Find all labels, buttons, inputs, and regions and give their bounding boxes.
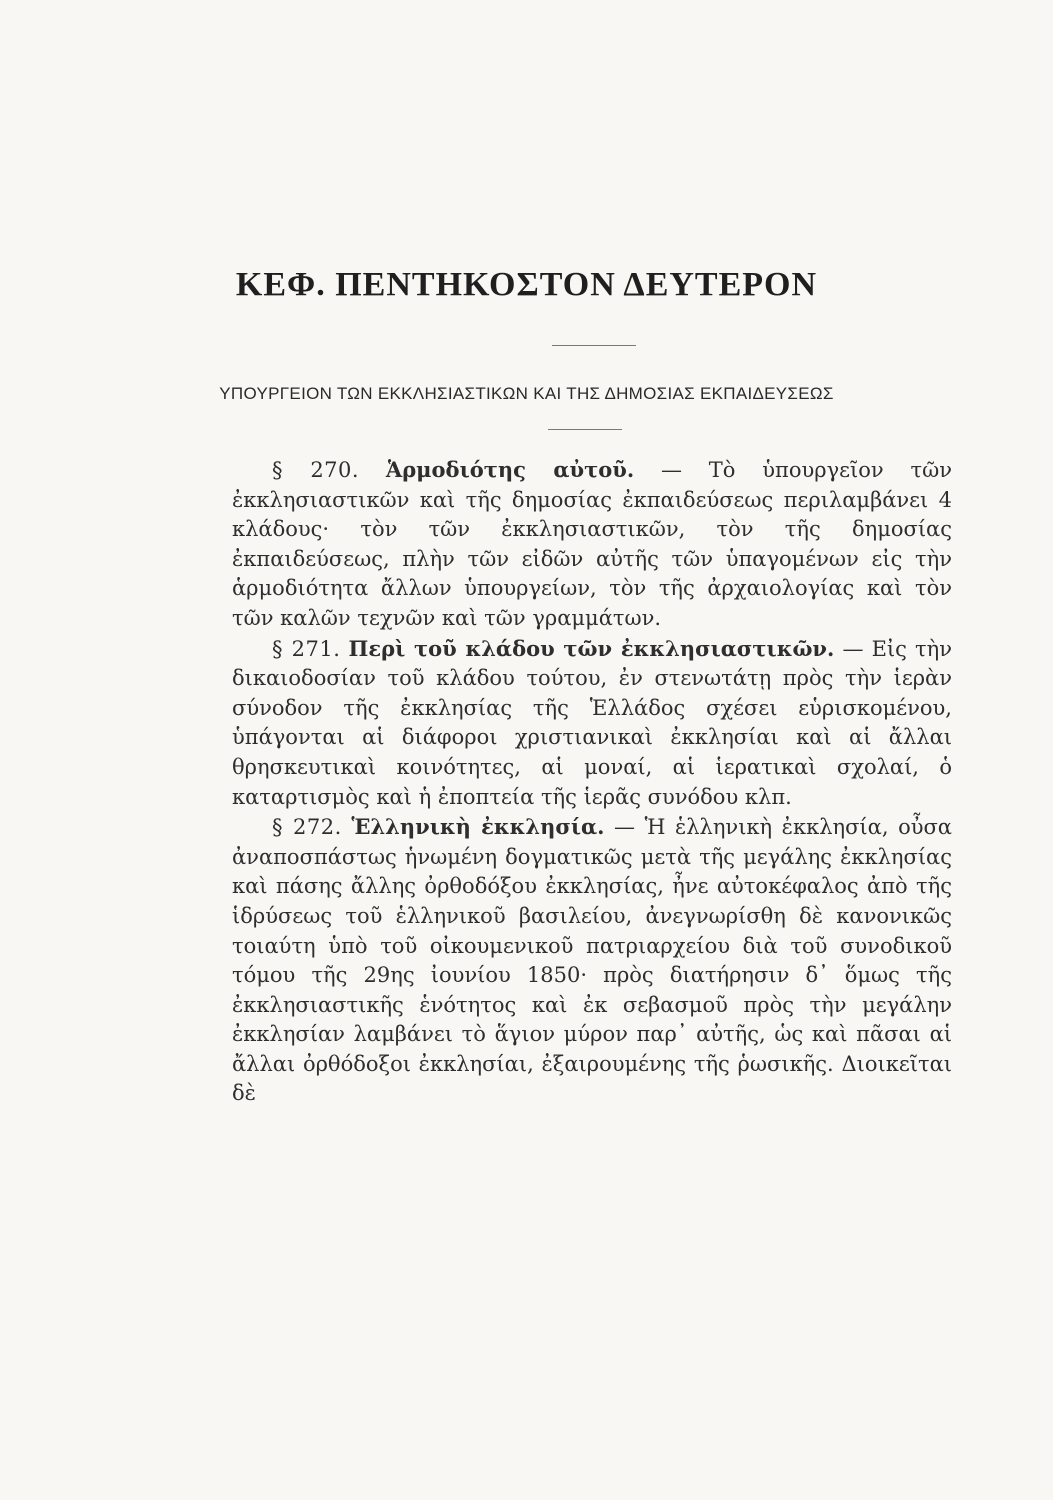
section-title: Ἁρμοδιότης αὐτοῦ.	[385, 457, 635, 482]
section-title: Ἑλληνικὴ ἐκκλησία.	[351, 814, 605, 840]
section-text: — Ἡ ἑλληνικὴ ἐκκλησία, οὖσα ἀναποσπάστως ἡνωμένη δογματικῶς μετὰ τῆς μεγάλης ἐκκλησίας καὶ πάσης ἄλλης ὀρθοδόξου ἐκκλησίας, ἦνε αὐτοκέφαλος ἀπὸ τῆς ἱδρύσεως τοῦ ἑλληνικοῦ βασιλείου, ἀνεγνωρίσθη δὲ κανονικῶς τοιαύτη ὑπὸ τοῦ οἰκουμενικοῦ πατριαρχείου διὰ τοῦ συνοδικοῦ τόμου τῆς 29ης ἰουνίου 1850· πρὸς διατήρησιν δ᾽ ὅμως τῆς ἐκκλησιαστικῆς ἑνότητος καὶ ἐκ σεβασμοῦ πρὸς τὴν μεγάλην ἐκκλησίαν λαμβάνει τὸ ἅγιον μύρον παρ᾽ αὐτῆς, ὡς καὶ πᾶσαι αἱ ἄλλαι ὀρθόδοξοι ἐκκλησίαι, ἐξαιρουμένης τῆς ῥωσικῆς. Διοικεῖται δὲ	[232, 815, 952, 1106]
divider-rule-bottom	[548, 429, 622, 430]
section-272	[232, 812, 952, 1109]
section-number: § 272.	[272, 815, 342, 840]
section-text: — Τὸ ὑπουργεῖον τῶν ἐκκλησιαστικῶν καὶ τῆς δημοσίας ἐκπαιδεύσεως περιλαμβάνει 4 κλάδους· τὸν τῶν ἐκκλησιαστικῶν, τὸν τῆς δημοσίας ἐκπαιδεύσεως, πλὴν τῶν εἰδῶν αὐτῆς τῶν ὑπαγομένων εἰς τὴν ἁρμοδιότητα ἄλλων ὑπουργείων, τὸν τῆς ἀρχαιολογίας καὶ τὸν τῶν καλῶν τεχνῶν καὶ τῶν γραμμάτων.	[232, 458, 952, 630]
section-title: Περὶ τοῦ κλάδου τῶν ἐκκλησιαστικῶν.	[348, 635, 835, 661]
ministry-heading: ΥΠΟΥΡΓΕΙΟΝ ΤΩΝ ΕΚΚΛΗΣΙΑΣΤΙΚΩΝ ΚΑΙ ΤΗΣ ΔΗΜΟΣΙΑΣ ΕΚΠΑΙΔΕΥΣΕΩΣ	[219, 384, 834, 403]
section-271	[232, 634, 952, 813]
chapter-title: ΚΕΦ. ΠΕΝΤΗΚΟΣΤΟΝ ΔΕΥΤΕΡΟΝ	[235, 266, 818, 303]
section-270	[232, 455, 952, 634]
divider-rule-top	[552, 345, 636, 346]
section-text: — Εἰς τὴν δικαιοδοσίαν τοῦ κλάδου τούτου, ἐν στενωτάτῃ πρὸς τὴν ἱερὰν σύνοδον τῆς ἐκκλησίας τῆς Ἑλλάδος σχέσει εὑρισκομένου, ὑπάγονται αἱ διάφοροι χριστιανικαὶ ἐκκλησίαι καὶ αἱ ἄλλαι θρησκευτικαὶ κοινότητες, αἱ μοναί, αἱ ἱερατικαὶ σχολαί, ὁ καταρτισμὸς καὶ ἡ ἐποπτεία τῆς ἱερᾶς συνόδου κλπ.	[232, 636, 952, 809]
section-number: § 271.	[272, 636, 341, 661]
section-number: § 270.	[272, 458, 360, 482]
body-text	[232, 455, 952, 1109]
